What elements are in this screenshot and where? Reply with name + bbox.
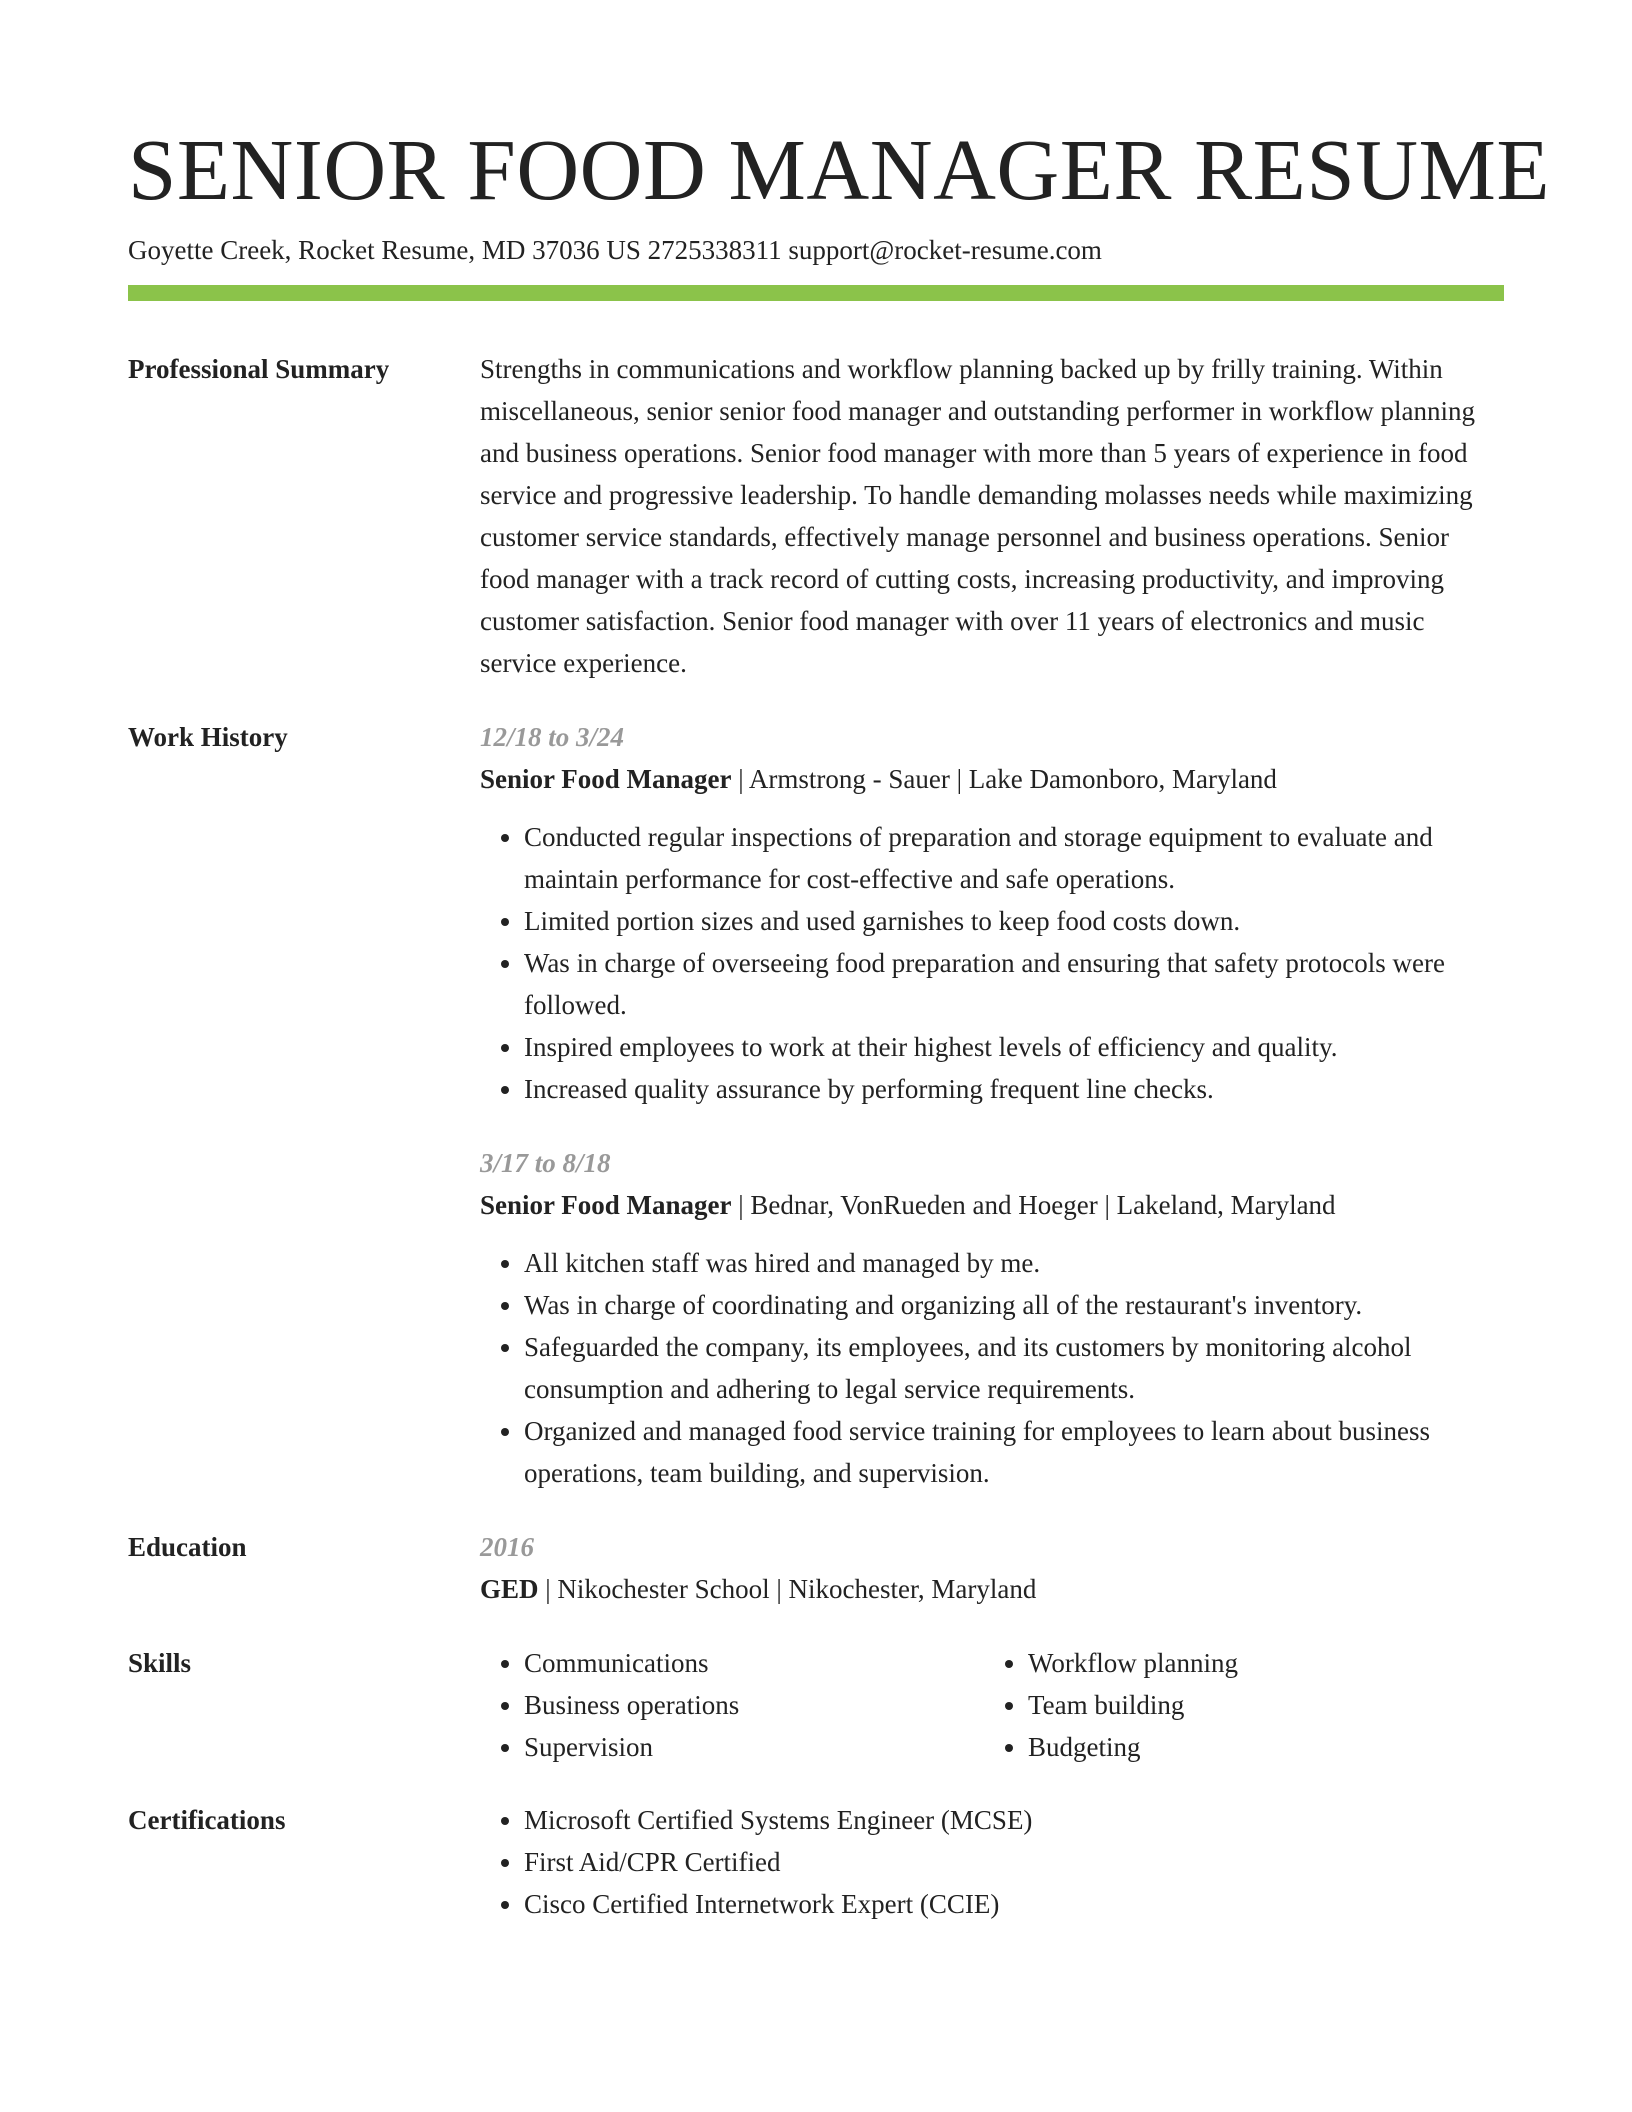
certifications-heading: Certifications [128, 1805, 286, 1835]
job-dates: 12/18 to 3/24 [480, 722, 625, 752]
skills-grid [480, 1642, 1504, 1772]
job-heading [480, 758, 1504, 800]
work-history-heading: Work History [128, 722, 288, 752]
skill-item: • Business operations [524, 1684, 739, 1726]
skill-item: • Budgeting [1028, 1726, 1238, 1768]
summary-text: Strengths in communications and workflow planning backed up by frilly training. Within miscellaneous, senior senior food manager and outstanding performer in workflow planning and business operations. Senior food manager with more than 5 years of experience in food service and progressive leadership. To handle demanding molasses needs while maximizing customer service standards, effectively manage personnel and business operations. Senior food manager with a track record of cutting costs, increasing productivity, and improving customer satisfaction. Senior food manager with over 11 years of electronics and music service experience. [480, 354, 1475, 678]
job-duty: • Organized and managed food service training for employees to learn about business operations, team building, and supervision. [524, 1410, 1504, 1494]
job-entry [480, 716, 1504, 1110]
skills-body [480, 1642, 1504, 1772]
certification-item: • Cisco Certified Internetwork Expert (CCIE) [524, 1883, 1504, 1925]
job-title: Senior Food Manager [480, 764, 732, 794]
job-duty: • All kitchen staff was hired and managed by me. [524, 1242, 1504, 1284]
certification-item: • Microsoft Certified Systems Engineer (MCSE) [524, 1799, 1504, 1841]
summary-heading: Professional Summary [128, 354, 390, 384]
skill-item: • Workflow planning [1028, 1642, 1238, 1684]
job-duty: • Safeguarded the company, its employees, and its customers by monitoring alcohol consumption and adhering to legal service requirements. [524, 1326, 1504, 1410]
job-employer-location: | Armstrong - Sauer | Lake Damonboro, Maryland [731, 764, 1277, 794]
education-school-location: | Nikochester School | Nikochester, Maryland [538, 1574, 1037, 1604]
skills-heading: Skills [128, 1648, 192, 1678]
education-year: 2016 [480, 1532, 534, 1562]
job-duty: • Was in charge of coordinating and organizing all of the restaurant's inventory. [524, 1284, 1504, 1326]
education-line [480, 1568, 1504, 1610]
job-employer-location: | Bednar, VonRueden and Hoeger | Lakeland, Maryland [731, 1190, 1336, 1220]
job-duties [480, 816, 1504, 1110]
job-entry [480, 1142, 1504, 1494]
skill-item: • Team building [1028, 1684, 1238, 1726]
job-duty: • Conducted regular inspections of preparation and storage equipment to evaluate and maintain performance for cost-effective and safe operations. [524, 816, 1504, 900]
job-duty: • Limited portion sizes and used garnishes to keep food costs down. [524, 900, 1504, 942]
job-heading [480, 1184, 1504, 1226]
skills-column-left [480, 1642, 739, 1768]
summary-body [480, 348, 1504, 684]
education-body [480, 1526, 1504, 1610]
job-dates: 3/17 to 8/18 [480, 1148, 611, 1178]
certification-item: • First Aid/CPR Certified [524, 1841, 1504, 1883]
certifications-list [480, 1799, 1504, 1925]
job-title: Senior Food Manager [480, 1190, 732, 1220]
job-duty: • Increased quality assurance by performing frequent line checks. [524, 1068, 1504, 1110]
job-duty: • Inspired employees to work at their highest levels of efficiency and quality. [524, 1026, 1504, 1068]
resume-title: SENIOR FOOD MANAGER RESUME [128, 121, 1551, 218]
job-duty: • Was in charge of overseeing food preparation and ensuring that safety protocols were followed. [524, 942, 1504, 1026]
skill-item: • Communications [524, 1642, 739, 1684]
accent-divider [128, 285, 1504, 301]
skills-column-right [984, 1642, 1238, 1768]
certifications-body [480, 1799, 1504, 1925]
education-heading: Education [128, 1532, 247, 1562]
job-duties [480, 1242, 1504, 1494]
work-history-body [480, 716, 1504, 1494]
contact-info: Goyette Creek, Rocket Resume, MD 37036 US 2725338311 support@rocket-resume.com [128, 235, 1102, 265]
education-degree: GED [480, 1574, 539, 1604]
skill-item: • Supervision [524, 1726, 739, 1768]
